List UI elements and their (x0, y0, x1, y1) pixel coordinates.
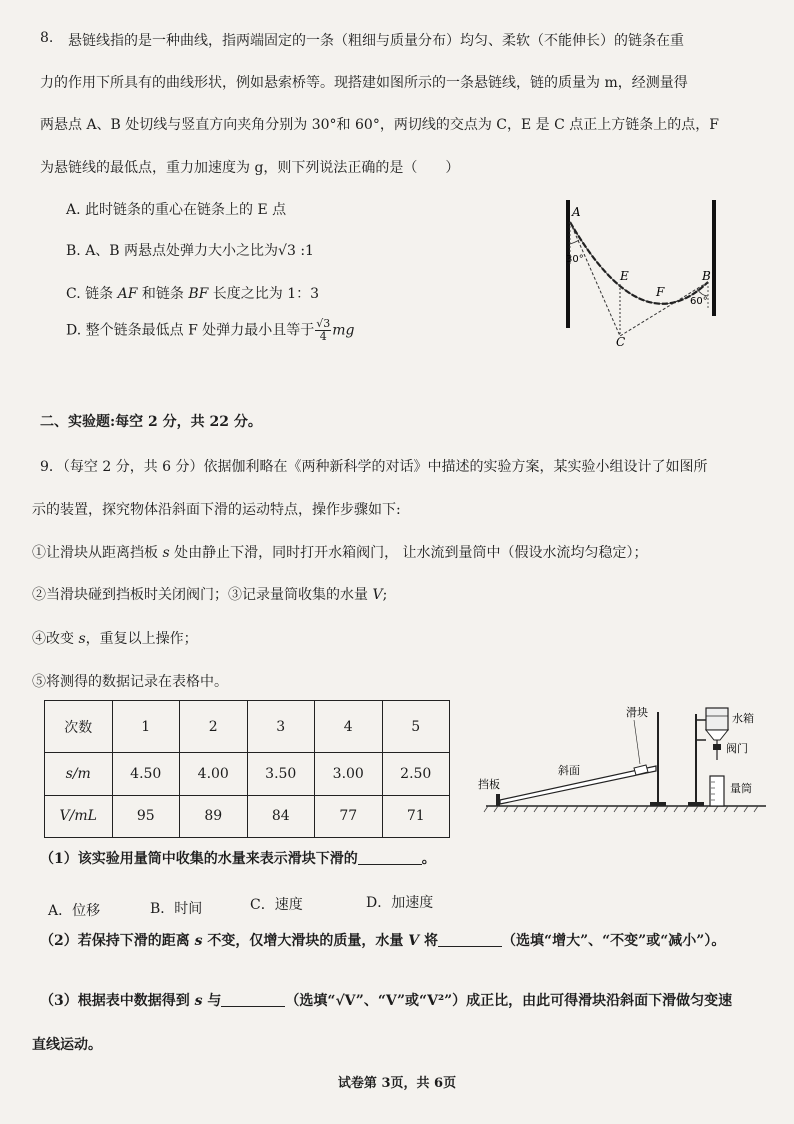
fraction: $\frac{√3}{4}$ (316, 317, 331, 343)
table-cell: 4.00 (180, 753, 248, 795)
q9-sub-1: （1）该实验用量筒中收集的水量来表示滑块下滑的 。 (40, 851, 436, 867)
answer-blank[interactable] (438, 932, 502, 947)
q8-option-d: D. 整个链条最低点 F 处弹力最小且等于 $\frac{√3}{4}$ mg (66, 317, 355, 343)
label-tank: 水箱 (732, 712, 754, 725)
label-cylinder: 量筒 (730, 782, 752, 795)
table-cell: 77 (315, 795, 383, 837)
q8-number: 8. (40, 30, 54, 46)
table-cell: 2 (180, 701, 248, 753)
q9-sub-2: （2）若保持下滑的距离 s 不变，仅增大滑块的质量，水量 V 将 （选填“增大”、“不变”或“减小”）。 (40, 933, 726, 949)
angle-b-label: 60° (690, 296, 708, 307)
label-slider: 滑块 (626, 706, 648, 719)
table-cell: 4 (315, 701, 383, 753)
q9-sub-3: （3）根据表中数据得到 s 与 （选填“√V”、“V”或“V²”）成正比，由此可得滑块沿斜面下滑做匀变速 (40, 993, 733, 1009)
answer-blank[interactable] (221, 992, 285, 1007)
q9-step-1: ①让滑块从距离挡板 s 处由静止下滑，同时打开水箱阀门， 让水流到量筒中（假设水流均匀稳定）； (32, 545, 648, 561)
table-cell: 95 (112, 795, 180, 837)
q8-text-line-1: 悬链线指的是一种曲线，指两端固定的一条（粗细与质量分布）均匀、柔软（不能伸长）的链条在重 (68, 33, 684, 49)
data-table (44, 700, 450, 838)
table-cell: 3.50 (247, 753, 315, 795)
table-cell: 4.50 (112, 753, 180, 795)
q9-step-5: ⑤将测得的数据记录在表格中。 (32, 674, 228, 690)
option-a: A．位移 (48, 903, 101, 919)
table-cell: 1 (112, 701, 180, 753)
q8-text-line-4: 为悬链线的最低点，重力加速度为 g，则下列说法正确的是（ ） (40, 160, 460, 176)
table-cell: 84 (247, 795, 315, 837)
sqrt-value: √3 (278, 243, 296, 259)
label-baffle: 挡板 (478, 778, 500, 791)
q9-intro-line-1: 9．（每空 2 分，共 6 分）依据伽利略在《两种新科学的对话》中描述的实验方案，某实验小组设计了如图所 (40, 459, 708, 475)
label-a: A (572, 205, 581, 219)
label-valve: 阀门 (726, 742, 748, 755)
q9-step-2-3: ②当滑块碰到挡板时关闭阀门；③记录量筒收集的水量 V; (32, 587, 388, 603)
table-cell: 2.50 (382, 753, 450, 795)
table-cell: 5 (382, 701, 450, 753)
table-row (45, 753, 450, 795)
label-e: E (620, 269, 629, 283)
q8-option-b: B. A、B 两悬点处弹力大小之比为√3 :1 (66, 243, 314, 259)
answer-blank[interactable] (358, 850, 422, 865)
q8-text-line-3: 两悬点 A、B 处切线与竖直方向夹角分别为 30°和 60°，两切线的交点为 C，E 是 C 点正上方链条上的点，F (40, 117, 719, 133)
section-heading: 二、实验题:每空 2 分，共 22 分。 (40, 414, 262, 430)
option-b: B．时间 (150, 901, 203, 917)
q8-option-a: A. 此时链条的重心在链条上的 E 点 (66, 202, 287, 218)
catenary-figure (552, 196, 732, 348)
page-footer: 试卷第 3页，共 6页 (337, 1076, 457, 1091)
apparatus-figure (474, 700, 774, 820)
q9-step-4: ④改变 s，重复以上操作； (32, 631, 198, 647)
label-b: B (702, 269, 711, 283)
table-cell: 3 (247, 701, 315, 753)
table-row (45, 701, 450, 753)
q8-option-c: C. 链条 AF 和链条 BF 长度之比为 1：3 (66, 286, 320, 302)
table-cell: 89 (180, 795, 248, 837)
label-incline: 斜面 (558, 764, 580, 777)
angle-a-label: 30° (566, 254, 584, 265)
table-cell: 次数 (45, 701, 113, 753)
table-cell: 3.00 (315, 753, 383, 795)
q9-sub-3-line-2: 直线运动。 (32, 1037, 102, 1053)
q9-intro-line-2: 示的装置，探究物体沿斜面下滑的运动特点，操作步骤如下: (32, 502, 401, 518)
table-row (45, 795, 450, 837)
label-c: C (616, 335, 626, 348)
option-c: C．速度 (250, 897, 303, 913)
table-cell: V/mL (45, 795, 113, 837)
label-f: F (656, 285, 665, 299)
table-cell: s/m (45, 753, 113, 795)
table-cell: 71 (382, 795, 450, 837)
q8-text-line-2: 力的作用下所具有的曲线形状，例如悬索桥等。现搭建如图所示的一条悬链线，链的质量为 m，经测量得 (40, 75, 688, 91)
option-d: D．加速度 (366, 895, 434, 911)
